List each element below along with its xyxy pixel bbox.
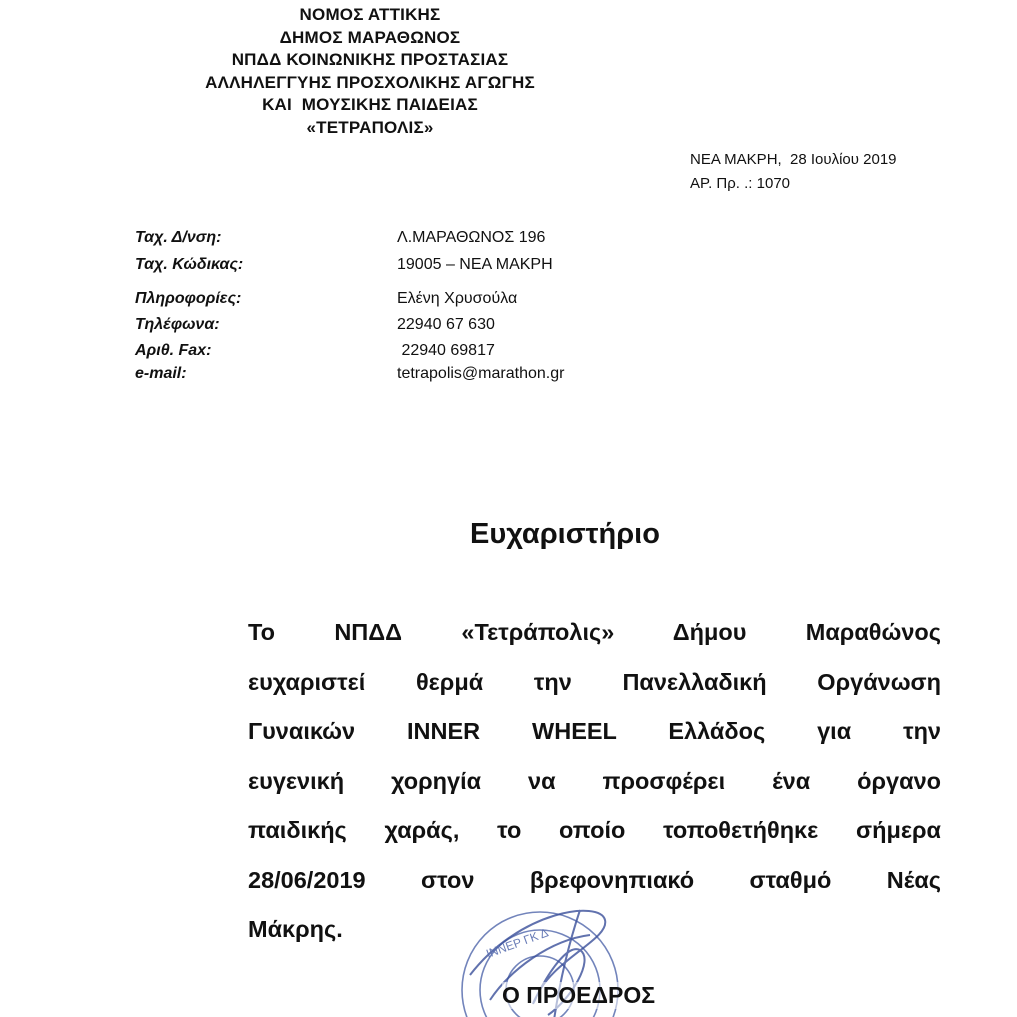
- contact-value: Λ.ΜΑΡΑΘΩΝΟΣ 196: [397, 229, 546, 246]
- document-date: ΝΕΑ ΜΑΚΡΗ, 28 Ιουλίου 2019: [690, 151, 897, 168]
- contact-value: 22940 69817: [397, 342, 495, 359]
- contact-value: 22940 67 630: [397, 316, 495, 333]
- contact-label: Ταχ. Δ/νση:: [135, 229, 222, 246]
- body-line: ευγενική χορηγία να προσφέρει ένα όργανο: [248, 767, 941, 794]
- seal-text: ΙΝΝΕΡ ΓΚ Δ: [484, 925, 551, 961]
- body-line: 28/06/2019 στον βρεφονηπιακό σταθμό Νέας: [248, 866, 941, 893]
- letter-title: Ευχαριστήριο: [470, 518, 660, 550]
- protocol-number: ΑΡ. Πρ. .: 1070: [690, 175, 790, 192]
- header-line: ΚΑΙ ΜΟΥΣΙΚΗΣ ΠΑΙΔΕΙΑΣ: [262, 95, 478, 114]
- date-reference-block: [690, 148, 897, 196]
- contact-value: 19005 – ΝΕΑ ΜΑΚΡΗ: [397, 256, 553, 273]
- contact-value: Ελένη Χρυσούλα: [397, 290, 518, 307]
- header-line: ΔΗΜΟΣ ΜΑΡΑΘΩΝΟΣ: [279, 27, 461, 47]
- contact-label: Τηλέφωνα:: [135, 316, 220, 333]
- header-line: ΑΛΛΗΛΕΓΓΥΗΣ ΠΡΟΣΧΟΛΙΚΗΣ ΑΓΩΓΗΣ: [205, 72, 535, 92]
- header-line: ΝΟΜΟΣ ΑΤΤΙΚΗΣ: [299, 5, 441, 24]
- contact-label: e-mail:: [135, 365, 187, 382]
- header-line: ΝΠΔΔ ΚΟΙΝΩΝΙΚΗΣ ΠΡΟΣΤΑΣΙΑΣ: [231, 50, 509, 69]
- signatory-title: Ο ΠΡΟΕΔΡΟΣ: [502, 982, 656, 1008]
- contact-label: Ταχ. Κώδικας:: [135, 256, 244, 273]
- contact-label: Αριθ. Fax:: [135, 342, 212, 359]
- header-line: «ΤΕΤΡΑΠΟΛΙΣ»: [306, 117, 434, 137]
- contact-label: Πληροφορίες:: [135, 290, 242, 307]
- body-line: Γυναικών INNER WHEEL Ελλάδος για την: [248, 718, 941, 744]
- email-link[interactable]: tetrapolis@marathon.gr: [397, 365, 565, 382]
- body-line: ευχαριστεί θερμά την Πανελλαδική Οργάνωση: [248, 668, 941, 695]
- body-line: Μάκρης.: [248, 916, 343, 942]
- body-line: Το ΝΠΔΔ «Τετράπολις» Δήμου Μαραθώνος: [248, 619, 941, 645]
- issuer-header: [140, 4, 600, 139]
- body-line: παιδικής χαράς, το οποίο τοποθετήθηκε σήμερα: [248, 817, 941, 843]
